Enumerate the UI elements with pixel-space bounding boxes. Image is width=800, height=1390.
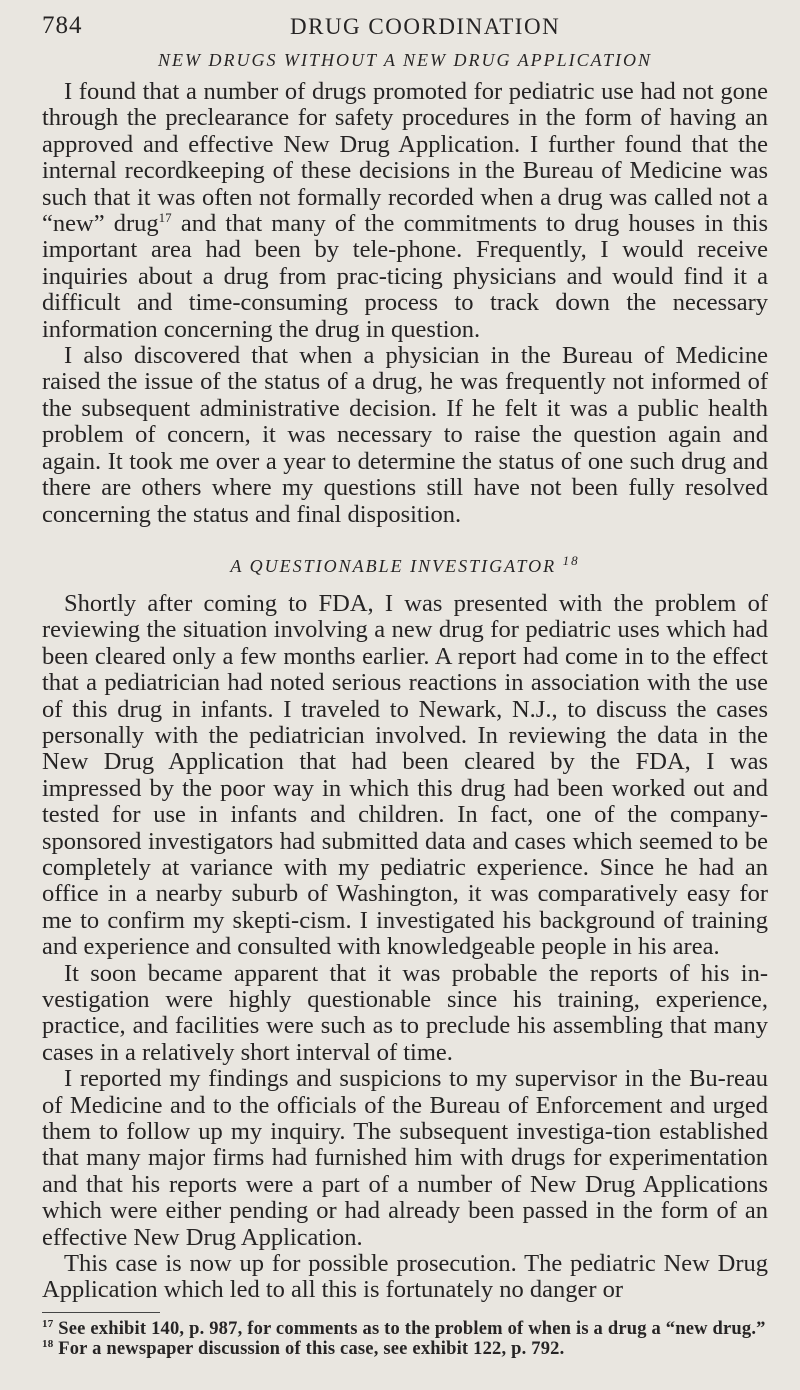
page-number: 784 [42, 12, 83, 39]
section-heading: A QUESTIONABLE INVESTIGATOR $^{18}$ [230, 552, 580, 576]
footnote: $^{17}$ See exhibit 140, p. 987, for comments as to the problem of when is a drug a “new drug.” [42, 1317, 766, 1339]
section-heading: NEW DRUGS WITHOUT A NEW DRUG APPLICATION [157, 50, 652, 70]
running-head [42, 8, 768, 48]
body-paragraph: I found that a number of drugs promoted for pediatric use had not gone through the preclearance for safety procedures in the form of having an approved and effective New Drug Application. I further found that the internal recordkeeping of these decisions in the Bureau of Medicine was such that it was often not formally recorded when a drug was called not a “new” drug$^{17}$ and that many of the commitments to drug houses in this important area had been by tele-phone. Frequently, I would receive inquiries about a drug from prac-ticing physicians and would find it a difficult and time-consuming process to track down the necessary information concerning the drug in question. [42, 78, 768, 343]
body-paragraph: I reported my findings and suspicions to my supervisor in the Bu-reau of Medicine and to the officials of the Bureau of Enforcement and urged them to follow up my inquiry. The subsequent investiga-tion established that many major firms had furnished him with drugs for experimentation and that his reports were a part of a number of New Drug Applications which were either pending or had already been passed in the form of an effective New Drug Application. [42, 1065, 768, 1251]
body-paragraph: I also discovered that when a physician in the Bureau of Medicine raised the issue of the status of a drug, he was frequently not informed of the subsequent administrative decision. If he felt it was a public health problem of concern, it was necessary to raise the question again and again. It took me over a year to determine the status of one such drug and there are others where my questions still have not been fully resolved concerning the status and final disposition. [42, 342, 768, 528]
footnote-mark: 18 [42, 1337, 54, 1350]
footnote: $^{18}$ For a newspaper discussion of this case, see exhibit 122, p. 792. [42, 1337, 565, 1359]
body-paragraph: It soon became apparent that it was probable the reports of his in-vestigation were highly questionable since his training, experience, practice, and facilities were such as to preclude his assembling that many cases in a relatively short interval of time. [42, 959, 768, 1066]
running-title: DRUG COORDINATION [290, 14, 561, 39]
body-paragraph: This case is now up for possible prosecution. The pediatric New Drug Application which led to all this is fortunately no danger or [42, 1250, 768, 1304]
footnote-ref: 18 [562, 552, 580, 568]
body-paragraph: Shortly after coming to FDA, I was presented with the problem of reviewing the situation involving a new drug for pediatric uses which had been cleared only a few months earlier. A report had come in to the effect that a pediatrician had noted serious reactions in association with the use of this drug in infants. I traveled to Newark, N.J., to discuss the cases personally with the pediatrician involved. In reviewing the data in the New Drug Application that had been cleared by the FDA, I was impressed by the poor way in which this drug had been worked out and tested for use in infants and children. In fact, one of the company-sponsored investigators had submitted data and cases which seemed to be completely at variance with my pediatric experience. Since he had an office in a nearby suburb of Washington, it was comparatively easy for me to confirm my skepti-cism. I investigated his background of training and experience and consulted with knowledgeable people in his area. [42, 589, 768, 961]
footnote-ref: 17 [158, 209, 172, 225]
footnote-mark: 17 [42, 1317, 54, 1330]
footnote-divider [42, 1312, 160, 1313]
